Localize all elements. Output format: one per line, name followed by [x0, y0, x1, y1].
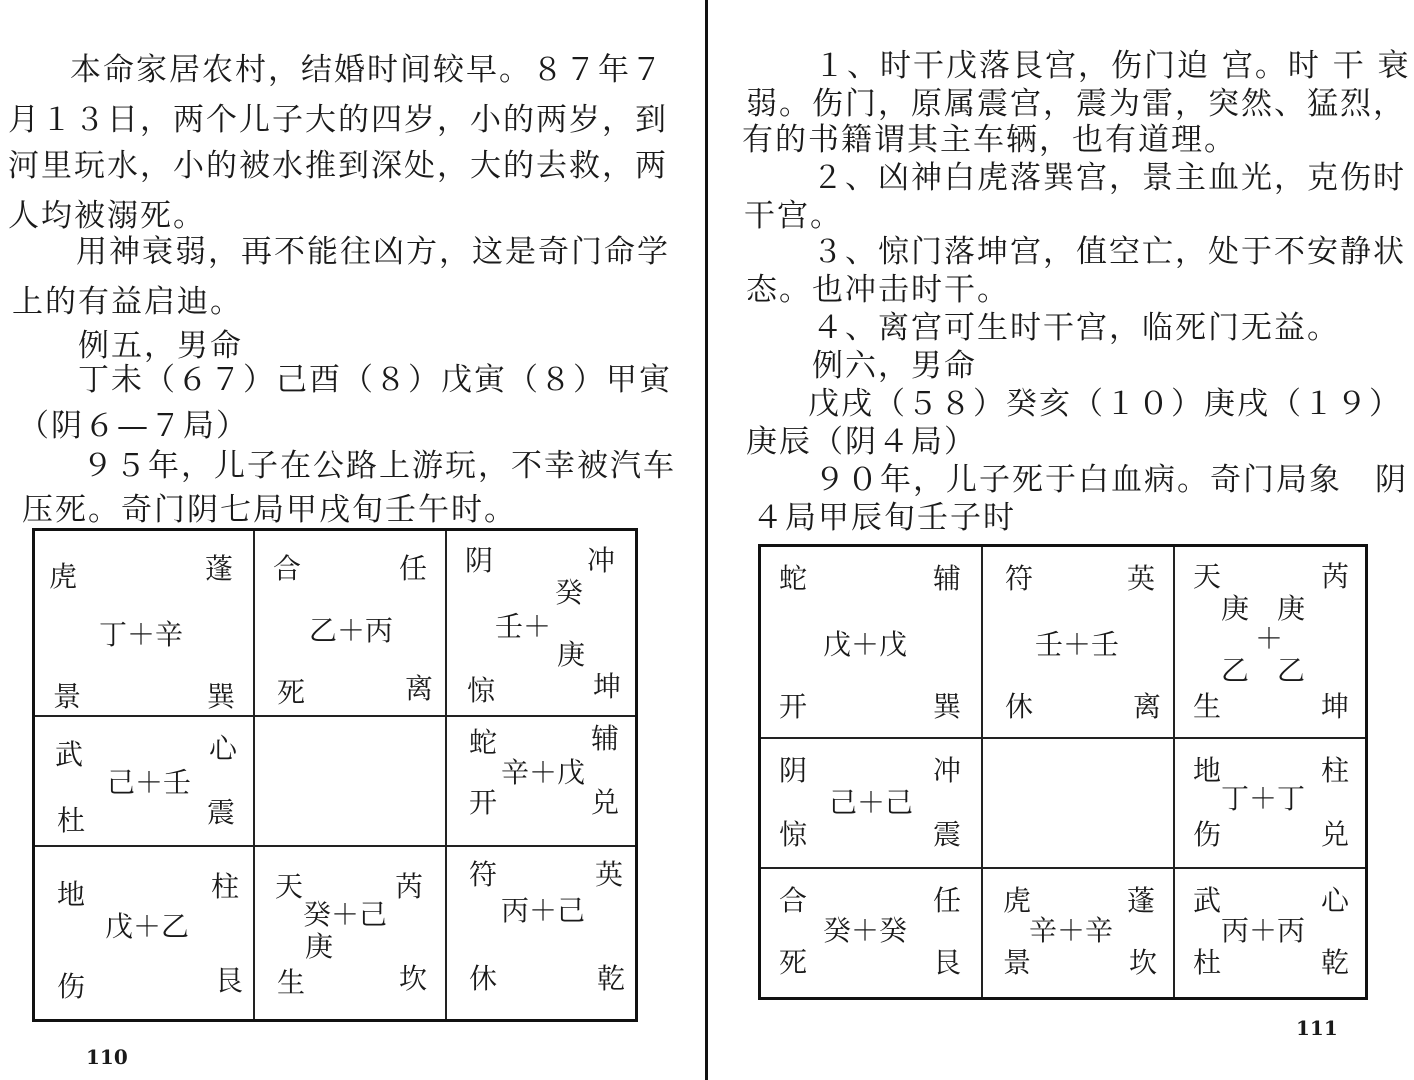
palace-label: 离 [1133, 690, 1162, 723]
door-label: 伤 [57, 970, 86, 1003]
spirit-label: 合 [273, 552, 302, 585]
qimen-chart-grid [758, 544, 1368, 1000]
body-text-line: 庚辰（阴４局） [746, 424, 977, 460]
palace-label: 震 [933, 818, 962, 851]
stem-plus: ＋ [1255, 622, 1284, 655]
door-label: 开 [469, 786, 498, 819]
palace-label: 艮 [933, 946, 962, 979]
spirit-label: 地 [1193, 754, 1222, 787]
stem-pair: 乙＋丙 [309, 614, 394, 647]
spirit-label: 蛇 [469, 726, 498, 759]
door-label: 景 [53, 680, 82, 713]
door-label: 景 [1003, 946, 1032, 979]
palace-kun [447, 531, 635, 717]
body-text-line: 态。也冲击时干。 [746, 272, 1010, 308]
palace-xun [761, 547, 983, 739]
stem-pair: 辛＋辛 [1029, 914, 1114, 947]
stem-pair: 丁＋辛 [99, 618, 184, 651]
palace-li [983, 547, 1175, 739]
stem-pair: 己＋己 [829, 786, 914, 819]
star-label: 蓬 [205, 552, 234, 585]
star-label: 蓬 [1127, 884, 1156, 917]
body-text-line: 例五，男命 [78, 328, 243, 364]
palace-label: 巽 [933, 690, 962, 723]
palace-center [983, 739, 1175, 869]
stem-pair: 辛＋戊 [501, 756, 586, 789]
palace-label: 坎 [399, 962, 428, 995]
palace-label: 震 [207, 796, 236, 829]
star-label: 英 [1127, 562, 1156, 595]
body-text-line: ４局甲辰旬壬子时 [752, 500, 1016, 536]
body-text-line: 丁未（６７）己酉（８）戊寅（８）甲寅 [78, 362, 672, 398]
palace-label: 坤 [1321, 690, 1350, 723]
left-page [0, 0, 700, 1080]
page-number: 111 [1296, 1016, 1338, 1040]
page-number: 110 [86, 1045, 128, 1069]
body-text-line: 弱。伤门，原属震宫，震为雷，突然、猛烈， [746, 86, 1406, 122]
body-text-line: 例六，男命 [812, 348, 977, 384]
spirit-label: 符 [469, 858, 498, 891]
spirit-label: 虎 [1003, 884, 1032, 917]
stem-pair: 癸＋己 [303, 898, 388, 931]
door-label: 休 [469, 962, 498, 995]
stem-top: 庚 庚 [1221, 592, 1306, 625]
spirit-label: 合 [779, 884, 808, 917]
door-label: 死 [779, 946, 808, 979]
body-text-line: 压死。奇门阴七局甲戌旬壬午时。 [22, 492, 517, 528]
stem-bottom: 乙 乙 [1221, 654, 1306, 687]
spirit-label: 蛇 [779, 562, 808, 595]
palace-gen [35, 847, 255, 1019]
door-label: 死 [277, 676, 306, 709]
palace-label: 坤 [593, 670, 622, 703]
body-text-line: ４、离宫可生时干宫，临死门无益。 [812, 310, 1340, 346]
body-text-line: ３、惊门落坤宫，值空亡，处于不安静状 [812, 234, 1406, 270]
palace-gen [761, 869, 983, 997]
door-label: 杜 [1193, 946, 1222, 979]
star-label: 冲 [933, 754, 962, 787]
stem-pair: 壬＋壬 [1035, 628, 1120, 661]
stem-pair: 丁＋丁 [1221, 782, 1306, 815]
star-label: 芮 [1321, 560, 1350, 593]
door-label: 开 [779, 690, 808, 723]
spine-divider [705, 0, 708, 1080]
stem-pair: 丙＋己 [501, 894, 586, 927]
body-text-line: 本命家居农村，结婚时间较早。８７年７ [70, 52, 664, 88]
body-text-line: 戊戌（５８）癸亥（１０）庚戌（１９） [808, 386, 1402, 422]
door-label: 伤 [1193, 818, 1222, 851]
star-label: 辅 [933, 562, 962, 595]
palace-qian [447, 847, 635, 1019]
door-label: 惊 [467, 674, 496, 707]
star-label: 任 [933, 884, 962, 917]
spirit-label: 阴 [465, 544, 494, 577]
palace-label: 兑 [591, 786, 620, 819]
stem-pair: 壬＋ [495, 610, 552, 643]
star-label: 辅 [591, 722, 620, 755]
palace-label: 离 [405, 672, 434, 705]
stem-pair: 丙＋丙 [1221, 914, 1306, 947]
star-label: 心 [1321, 884, 1350, 917]
spirit-label: 武 [1193, 884, 1222, 917]
palace-zhen [35, 717, 255, 847]
stem-top: 癸 [555, 576, 584, 609]
body-text-line: 用神衰弱，再不能往凶方，这是奇门命学 [76, 234, 670, 270]
star-label: 任 [399, 552, 428, 585]
palace-label: 兑 [1321, 818, 1350, 851]
stem-bottom: 庚 [557, 638, 586, 671]
stem-pair: 戊＋乙 [105, 910, 190, 943]
door-label: 生 [277, 966, 306, 999]
body-text-line: ９０年，儿子死于白血病。奇门局象 阴 [814, 462, 1408, 498]
palace-zhen [761, 739, 983, 869]
palace-dui [1175, 739, 1365, 869]
spirit-label: 天 [275, 870, 304, 903]
stem-bottom: 庚 [305, 930, 334, 963]
palace-xun [35, 531, 255, 717]
palace-dui [447, 717, 635, 847]
palace-center [255, 717, 447, 847]
palace-li [255, 531, 447, 717]
book-spine [700, 0, 712, 1080]
body-text-line: ２、凶神白虎落巽宫，景主血光，克伤时 [812, 160, 1406, 196]
body-text-line: 人均被溺死。 [8, 198, 206, 234]
stem-pair: 癸＋癸 [823, 914, 908, 947]
door-label: 杜 [57, 804, 86, 837]
palace-kun [1175, 547, 1365, 739]
palace-label: 坎 [1129, 946, 1158, 979]
spirit-label: 符 [1005, 562, 1034, 595]
star-label: 心 [209, 732, 238, 765]
star-label: 柱 [1321, 754, 1350, 787]
spirit-label: 武 [55, 738, 84, 771]
palace-kan [255, 847, 447, 1019]
body-text-line: 有的书籍谓其主车辆，也有道理。 [742, 122, 1237, 158]
spirit-label: 虎 [49, 560, 78, 593]
star-label: 芮 [395, 870, 424, 903]
palace-label: 艮 [215, 964, 244, 997]
stem-pair: 己＋壬 [107, 766, 192, 799]
stem-pair: 戊＋戊 [823, 628, 908, 661]
star-label: 英 [595, 858, 624, 891]
palace-label: 巽 [207, 680, 236, 713]
star-label: 冲 [587, 544, 616, 577]
palace-qian [1175, 869, 1365, 997]
door-label: 休 [1005, 690, 1034, 723]
door-label: 惊 [779, 818, 808, 851]
qimen-chart-grid [32, 528, 638, 1022]
spirit-label: 天 [1193, 560, 1222, 593]
spirit-label: 地 [57, 878, 86, 911]
palace-kan [983, 869, 1175, 997]
body-text-line: 上的有益启迪。 [12, 284, 243, 320]
body-text-line: １、时干戊落艮宫，伤门迫 宫。时 干 衰 [814, 48, 1411, 84]
right-page [712, 0, 1414, 1080]
body-text-line: ９５年，儿子在公路上游玩，不幸被汽车 [82, 448, 676, 484]
body-text-line: 月１３日，两个儿子大的四岁，小的两岁，到 [8, 102, 668, 138]
body-text-line: 河里玩水，小的被水推到深处，大的去救，两 [8, 148, 668, 184]
palace-label: 乾 [597, 962, 626, 995]
body-text-line: 干宫。 [744, 198, 843, 234]
door-label: 生 [1193, 690, 1222, 723]
spirit-label: 阴 [779, 754, 808, 787]
star-label: 柱 [211, 870, 240, 903]
palace-label: 乾 [1321, 946, 1350, 979]
body-text-line: （阴６—７局） [18, 408, 249, 444]
